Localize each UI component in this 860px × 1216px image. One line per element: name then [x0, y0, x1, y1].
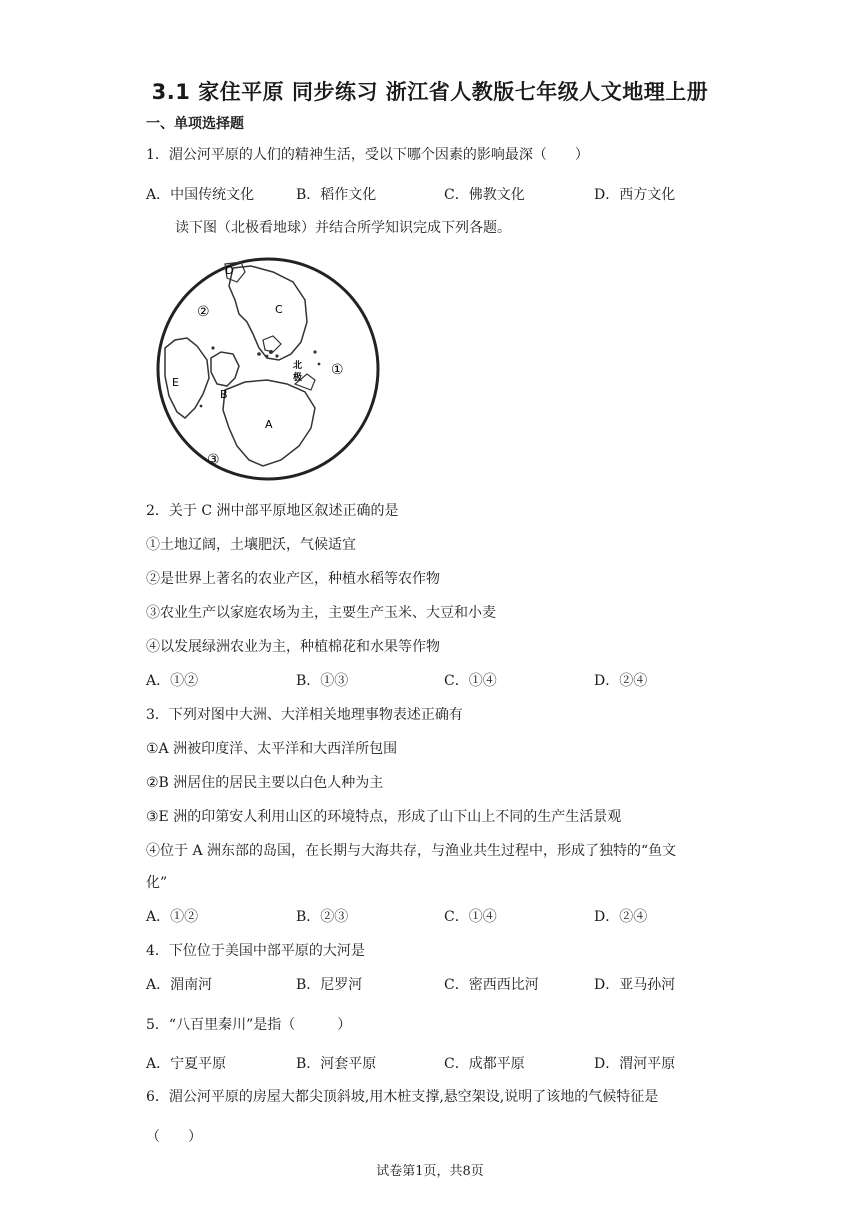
question-1-stem: 1．湄公河平原的人们的精神生活，受以下哪个因素的影响最深（ ）: [146, 147, 589, 163]
north-pole-map: [155, 256, 381, 482]
q1-option-a: A．中国传统文化: [146, 187, 255, 203]
q2-item-4: ④以发展绿洲农业为主，种植棉花和水果等作物: [146, 639, 440, 655]
q3-item-3: ③E 洲的印第安人利用山区的环境特点，形成了山下山上不同的生产生活景观: [146, 809, 622, 825]
q3-option-a: A．①②: [146, 909, 199, 925]
q3-option-d: D．②④: [594, 909, 648, 925]
map-label-e: E: [172, 376, 179, 389]
q3-option-b: B．②③: [296, 909, 349, 925]
q2-item-1: ①土地辽阔，土壤肥沃，气候适宜: [146, 537, 356, 553]
q3-option-c: C．①④: [444, 909, 497, 925]
q3-item-1: ①A 洲被印度洋、太平洋和大西洋所包围: [146, 741, 398, 757]
q4-option-a: A．湄南河: [146, 977, 213, 993]
map-intro: 读下图（北极看地球）并结合所学知识完成下列各题。: [175, 220, 511, 236]
q2-item-2: ②是世界上著名的农业产区，种植水稻等农作物: [146, 571, 440, 587]
q2-option-b: B．①③: [296, 673, 349, 689]
q3-item-4-cont: 化”: [146, 875, 168, 891]
q4-option-b: B．尼罗河: [296, 977, 363, 993]
pole-label-1: 北: [293, 361, 303, 371]
map-label-b: B: [220, 388, 228, 401]
q5-option-c: C．成都平原: [444, 1056, 525, 1072]
map-label-c: C: [275, 303, 283, 316]
section-heading: 一、单项选择题: [146, 116, 244, 132]
q4-option-c: C．密西西比河: [444, 977, 539, 993]
question-5-stem: 5．“八百里秦川”是指（ ）: [146, 1017, 352, 1033]
q3-item-4: ④位于 A 洲东部的岛国，在长期与大海共存，与渔业共生过程中，形成了独特的“鱼文: [146, 843, 677, 859]
q2-option-a: A．①②: [146, 673, 199, 689]
q5-option-d: D．渭河平原: [594, 1056, 676, 1072]
page-title: 3.1 家住平原 同步练习 浙江省人教版七年级人文地理上册: [151, 80, 709, 104]
q3-item-2: ②B 洲居住的居民主要以白色人种为主: [146, 775, 384, 791]
map-label-1: ①: [331, 362, 344, 378]
question-4-stem: 4．下位位于美国中部平原的大河是: [146, 943, 365, 959]
pole-label-2: 极: [293, 373, 303, 383]
q1-option-c: C．佛教文化: [444, 187, 525, 203]
q5-option-b: B．河套平原: [296, 1056, 377, 1072]
question-6-stem: 6．湄公河平原的房屋大都尖顶斜坡,用木桩支撑,悬空架设,说明了该地的气候特征是: [146, 1089, 659, 1105]
q2-option-d: D．②④: [594, 673, 648, 689]
q4-option-d: D．亚马孙河: [594, 977, 676, 993]
page-footer: 试卷第1页，共8页: [376, 1164, 484, 1179]
map-label-a: A: [265, 418, 273, 431]
question-3-stem: 3．下列对图中大洲、大洋相关地理事物表述正确有: [146, 707, 463, 723]
map-label-d: D: [225, 264, 234, 277]
q6-answer-blank: （ ）: [146, 1129, 202, 1145]
q2-item-3: ③农业生产以家庭农场为主，主要生产玉米、大豆和小麦: [146, 605, 496, 621]
question-2-stem: 2．关于 C 洲中部平原地区叙述正确的是: [146, 503, 399, 519]
q2-option-c: C．①④: [444, 673, 497, 689]
map-label-2: ②: [197, 304, 210, 320]
map-label-3: ③: [207, 452, 220, 468]
q1-option-d: D．西方文化: [594, 187, 676, 203]
q5-option-a: A．宁夏平原: [146, 1056, 227, 1072]
q1-option-b: B．稻作文化: [296, 187, 377, 203]
